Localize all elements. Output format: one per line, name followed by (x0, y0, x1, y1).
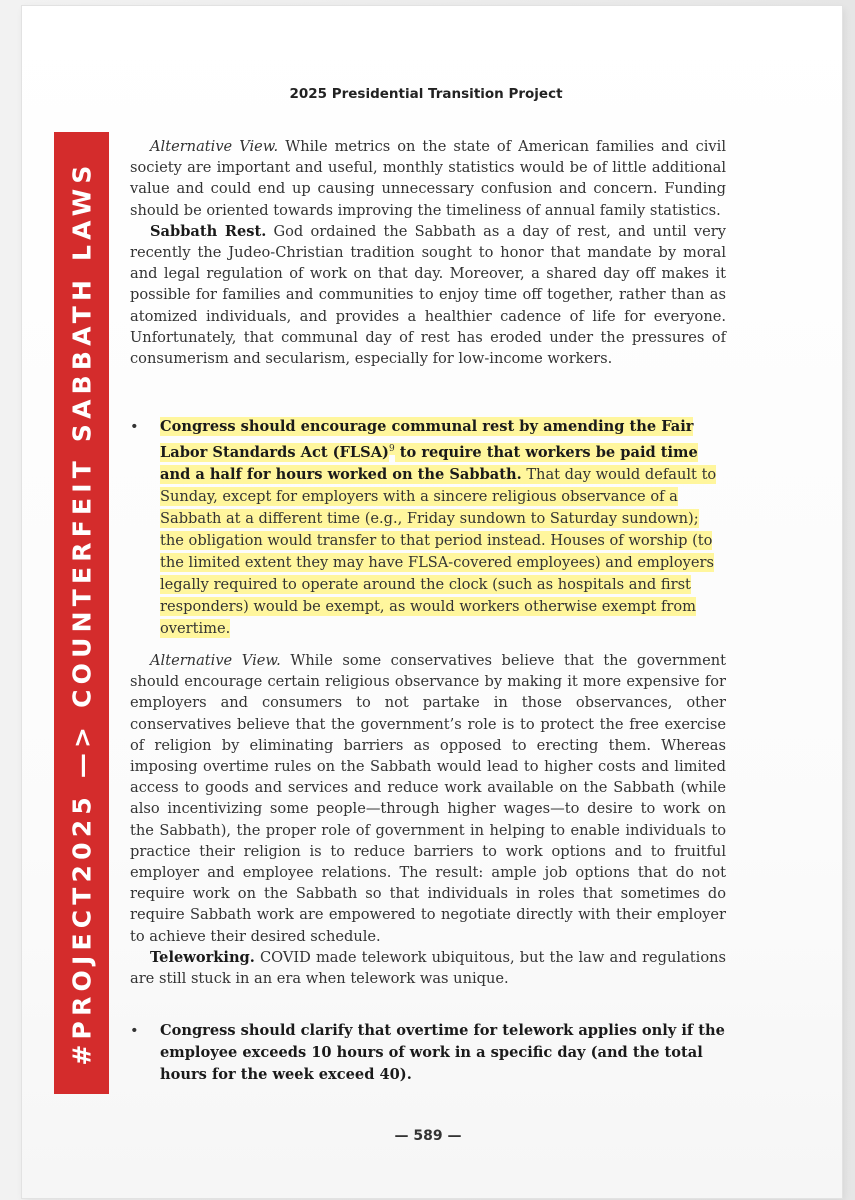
recommendation-bullet-sabbath (130, 416, 726, 640)
highlighted-recommendation-cont: to require that workers be paid time and a half for hours worked on the Sabbath. (160, 443, 698, 483)
paragraph (130, 650, 726, 947)
bullet-body (160, 416, 726, 640)
recommendation-bullet-telework (130, 1020, 726, 1086)
sidebar-banner-label: #PROJECT2025 —> COUNTERFEIT SABBATH LAWS (67, 160, 96, 1066)
sidebar-banner (54, 132, 109, 1094)
paragraph-sabbath-rest (130, 221, 726, 369)
footnote-marker: 9 (388, 444, 395, 454)
bullet-body (160, 1020, 726, 1086)
section-alternative-view-1 (130, 136, 726, 369)
teleworking-heading: Teleworking. (150, 948, 255, 966)
recommendation-text: Congress should clarify that overtime for telework applies only if the employee exceeds 10 hours of work in a specific day (and the total hours for the week exceed 40). (160, 1022, 725, 1083)
paragraph (130, 136, 726, 221)
paragraph-text: While metrics on the state of American families and civil society are important and useful, monthly statistics would be of little additional value and could end up causing unnecessary confusion and concern. Funding should be oriented towards improving the timeliness of annual family statistics. (130, 138, 726, 219)
bullet-marker: • (130, 1022, 139, 1039)
highlighted-recommendation: Congress should encourage communal rest by amending the Fair Labor Standards Act (FLSA) (160, 418, 694, 461)
running-header: 2025 Presidential Transition Project (289, 86, 563, 102)
paragraph-text: While some conservatives believe that the government should encourage certain religious observance by making it more expensive for employers and consumers to not partake in those observances, other conservatives believe that the government’s role is to protect the free exercise of religion by eliminating barriers as opposed to erecting them. Whereas imposing overtime rules on the Sabbath would lead to higher costs and limited access to goods and services and reduce work available on the Sabbath (while also incentivizing some people—through higher wages—to desire to work on the Sabbath), the proper role of government in helping to enable individuals to practice their religion is to reduce barriers to work options and to fruitful employer and employee relations. The result: ample job options that do not require work on the Sabbath so that individuals in roles that sometimes do require Sabbath work are empowered to negotiate directly with their employer to achieve their desired schedule. (130, 652, 726, 945)
bullet-marker: • (130, 418, 139, 435)
paragraph-teleworking (130, 947, 726, 989)
highlighted-text: That day would default to Sunday, except for employers with a sincere religious observance of a Sabbath at a different time (e.g., Friday sundown to Saturday sundown); the obligation would transfer to that period instead. Houses of worship (to the limited extent they may have FLSA-covered employees) and employers legally required to operate around the clock (such as hospitals and first responders) would be exempt, as would workers otherwise exempt from overtime. (160, 465, 717, 637)
sabbath-rest-heading: Sabbath Rest. (150, 222, 267, 240)
lead-in: Alternative View. (150, 652, 281, 669)
paragraph-text: COVID made telework ubiquitous, but the law and regulations are still stuck in an era when telework was unique. (130, 948, 726, 988)
lead-in: Alternative View. (150, 138, 279, 155)
paragraph-text: God ordained the Sabbath as a day of rest, and until very recently the Judeo-Christian tradition sought to honor that mandate by moral and legal regulation of work on that day. Moreover, a shared day off makes it possible for families and communities to enjoy time off together, rather than as atomized individuals, and provides a healthier cadence of life for everyone. Unfortunately, that communal day of rest has eroded under the pressures of consumerism and secularism, especially for low-income workers. (130, 222, 726, 368)
page-number: — 589 — (394, 1128, 462, 1144)
section-alternative-view-2 (130, 650, 726, 989)
